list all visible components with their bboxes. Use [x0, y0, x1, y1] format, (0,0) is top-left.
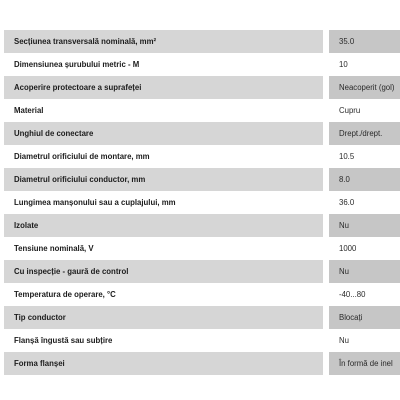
table-row — [4, 260, 400, 283]
table-row — [4, 122, 400, 145]
spec-value: 1000 — [327, 237, 400, 260]
spec-value: Blocați — [327, 306, 400, 329]
spec-label: Diametrul orificiului conductor, mm — [4, 168, 323, 191]
table-row — [4, 329, 400, 352]
spec-label: Izolate — [4, 214, 323, 237]
spec-label: Tensiune nominală, V — [4, 237, 323, 260]
spec-label: Flanșă îngustă sau subțire — [4, 329, 323, 352]
table-row — [4, 352, 400, 375]
spec-value: Nu — [327, 260, 400, 283]
spec-label: Diametrul orificiului de montare, mm — [4, 145, 323, 168]
spec-value: -40...80 — [327, 283, 400, 306]
table-row — [4, 30, 400, 53]
spec-table — [4, 30, 400, 375]
spec-value: 10.5 — [327, 145, 400, 168]
spec-label: Dimensiunea șurubului metric - M — [4, 53, 323, 76]
spec-label: Material — [4, 99, 323, 122]
spec-label: Acoperire protectoare a suprafeței — [4, 76, 323, 99]
table-row — [4, 168, 400, 191]
spec-value: Nu — [327, 329, 400, 352]
table-row — [4, 99, 400, 122]
spec-value: În formă de inel — [327, 352, 400, 375]
spec-label: Secțiunea transversală nominală, mm² — [4, 30, 323, 53]
table-row — [4, 76, 400, 99]
spec-value: Neacoperit (gol) — [327, 76, 400, 99]
table-row — [4, 214, 400, 237]
table-row — [4, 237, 400, 260]
table-row — [4, 145, 400, 168]
spec-label: Temperatura de operare, °C — [4, 283, 323, 306]
spec-value: Nu — [327, 214, 400, 237]
spec-value: Cupru — [327, 99, 400, 122]
spec-value: 10 — [327, 53, 400, 76]
spec-label: Tip conductor — [4, 306, 323, 329]
spec-value: 8.0 — [327, 168, 400, 191]
spec-value: 35.0 — [327, 30, 400, 53]
table-row — [4, 306, 400, 329]
table-row — [4, 191, 400, 214]
spec-label: Lungimea manșonului sau a cuplajului, mm — [4, 191, 323, 214]
table-row — [4, 283, 400, 306]
spec-value: Drept./drept. — [327, 122, 400, 145]
spec-label: Cu inspecție - gaură de control — [4, 260, 323, 283]
spec-label: Forma flanșei — [4, 352, 323, 375]
spec-value: 36.0 — [327, 191, 400, 214]
table-row — [4, 53, 400, 76]
spec-label: Unghiul de conectare — [4, 122, 323, 145]
